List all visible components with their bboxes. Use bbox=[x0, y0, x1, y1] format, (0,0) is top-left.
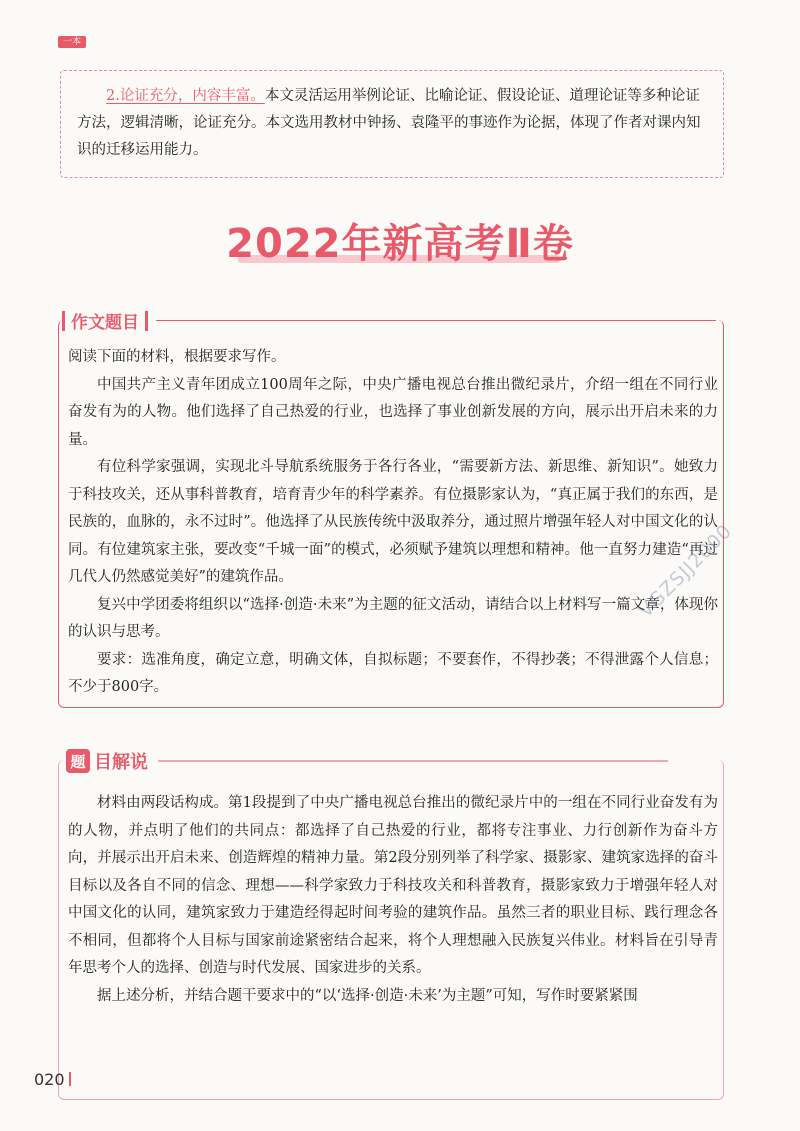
corner-tag: 一本 bbox=[58, 36, 86, 48]
heading-rule bbox=[156, 320, 716, 322]
prompt-paragraph: 有位科学家强调，实现北斗导航系统服务于各行各业，“需要新方法、新思维、新知识”。她致力于科技攻关，还从事科普教育，培育青少年的科学素养。有位摄影家认为，“真正属于我们的东西，是民族的，血脉的，永不过时”。他选择了从民族传统中汲取养分，通过照片增强年轻人对中国文化的认同。有位建筑家主张，要改变“千城一面”的模式，必须赋予建筑以理想和精神。他一直努力建造“再过几代人仍然感觉美好”的建筑作品。 bbox=[68, 459, 718, 585]
note-box bbox=[60, 70, 724, 178]
heading-rule bbox=[158, 760, 668, 762]
prompt-text bbox=[68, 344, 718, 702]
prompt-paragraph: 要求：选准角度，确定立意，明确文体，自拟标题；不要套作，不得抄袭；不得泄露个人信息；不少于800字。 bbox=[68, 651, 718, 695]
page-title: 2022年新高考Ⅱ卷 bbox=[226, 221, 574, 267]
section-heading-prompt bbox=[62, 308, 716, 333]
page-number-text: 020 bbox=[34, 1070, 65, 1089]
heading-bar bbox=[145, 311, 148, 331]
section1-heading: 作文题目 bbox=[71, 313, 139, 333]
prompt-paragraph: 复兴中学团委将组织以“选择·创造·未来”为主题的征文活动，请结合以上材料写一篇文章，体现你的认识与思考。 bbox=[68, 596, 718, 640]
heading-bar bbox=[62, 311, 65, 331]
section-heading-explanation bbox=[66, 748, 668, 774]
explanation-paragraph: 据上述分析，并结合题干要求中的“以‘选择·创造·未来’为主题”可知，写作时要紧紧围 bbox=[97, 987, 638, 1004]
note-text: 本文灵活运用举例论证、比喻论证、假设论证、道理论证等多种论证方法，逻辑清晰，论证充分。本文选用教材中钟扬、袁隆平的事迹作为论据，体现了作者对课内知识的迁移运用能力。 bbox=[77, 88, 701, 158]
section2-heading: 目解说 bbox=[94, 752, 148, 773]
prompt-paragraph: 中国共产主义青年团成立100周年之际，中央广播电视总台推出微纪录片，介绍一组在不同行业奋发有为的人物。他们选择了自己热爱的行业，也选择了事业创新发展的方向，展示出开启未来的力量。 bbox=[68, 376, 718, 448]
note-highlight: 2.论证充分，内容丰富。 bbox=[106, 88, 265, 104]
explanation-text bbox=[68, 790, 718, 1010]
section2-badge: 题 bbox=[66, 749, 90, 773]
watermark: VGZSJJ2000 bbox=[634, 519, 737, 622]
explanation-paragraph: 材料由两段话构成。第1段提到了中央广播电视总台推出的微纪录片中的一组在不同行业奋发有为的人物，并点明了他们的共同点：都选择了自己热爱的行业，都将专注事业、力行创新作为奋斗方向，并展示出开启未来、创造辉煌的精神力量。第2段分别列举了科学家、摄影家、建筑家选择的奋斗目标以及各自不同的信念、理想——科学家致力于科技攻关和科普教育，摄影家致力于增强年轻人对中国文化的认同，建筑家致力于建造经得起时间考验的建筑作品。虽然三者的职业目标、践行理念各不相同，但都将个人目标与国家前途紧密结合起来，将个人理想融入民族复兴伟业。材料旨在引导青年思考个人的选择、创造与时代发展、国家进步的关系。 bbox=[68, 795, 718, 976]
page-number bbox=[34, 1070, 71, 1089]
prompt-paragraph: 阅读下面的材料，根据要求写作。 bbox=[68, 349, 286, 365]
page-number-tick bbox=[69, 1072, 71, 1086]
